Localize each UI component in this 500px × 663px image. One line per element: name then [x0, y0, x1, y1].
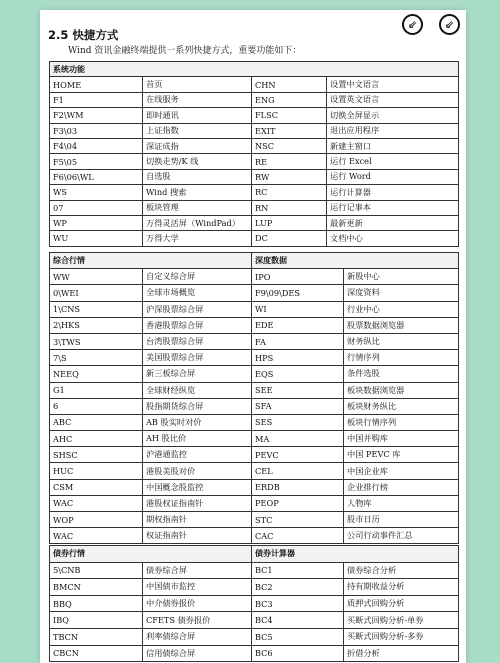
- function-name: 行业中心: [344, 301, 459, 317]
- function-name: 公司行动事件汇总: [344, 528, 459, 544]
- shortcut-code: 3\TWS: [50, 333, 143, 349]
- shortcut-code: HOME: [50, 77, 143, 92]
- shortcut-code: WAC: [50, 495, 143, 511]
- shortcut-code: IPO: [252, 269, 344, 285]
- function-name: 中国债市监控: [143, 579, 252, 596]
- shortcut-code: RW: [252, 169, 327, 184]
- table-row: [50, 431, 459, 447]
- table-row: [50, 382, 459, 398]
- section-intro: Wind 资讯金融终端提供一系列快捷方式，重要功能如下：: [68, 46, 302, 56]
- table-row: [50, 200, 459, 215]
- shortcut-code: WW: [50, 269, 143, 285]
- section-title: 2.5 快捷方式: [48, 28, 119, 42]
- function-name: 期权指南针: [143, 512, 252, 528]
- shortcut-code: STC: [252, 512, 344, 528]
- table-row: [50, 447, 459, 463]
- table-row: [50, 350, 459, 366]
- table-row: [50, 154, 459, 169]
- function-name: 切换全屏显示: [327, 108, 459, 123]
- function-name: 运行记事本: [327, 200, 459, 215]
- function-name: 买断式回购分析-单券: [344, 612, 459, 629]
- shortcut-code: ENG: [252, 92, 327, 107]
- shortcut-code: IBQ: [50, 612, 143, 629]
- table-row: [50, 479, 459, 495]
- shortcut-code: 6: [50, 398, 143, 414]
- function-name: 深度资料: [344, 285, 459, 301]
- shortcut-code: EQS: [252, 366, 344, 382]
- function-name: 退出应用程序: [327, 123, 459, 138]
- function-name: 美国股票综合屏: [143, 350, 252, 366]
- table-header-left: 综合行情: [50, 253, 252, 269]
- shortcut-code: CAC: [252, 528, 344, 544]
- shortcut-code: G1: [50, 382, 143, 398]
- shortcut-code: DC: [252, 231, 327, 246]
- function-name: 企业排行榜: [344, 479, 459, 495]
- function-name: 最新更新: [327, 215, 459, 230]
- function-name: AB 股实时对价: [143, 414, 252, 430]
- bond-table: [49, 545, 459, 662]
- function-name: 行情序列: [344, 350, 459, 366]
- shortcut-code: BC5: [252, 628, 344, 645]
- function-name: 质押式回购分析: [344, 595, 459, 612]
- function-name: 自选股: [143, 169, 252, 184]
- shortcut-code: WS: [50, 185, 143, 200]
- table-header: 系统功能: [50, 62, 459, 77]
- function-name: 债券综合分析: [344, 562, 459, 579]
- function-name: 全球财经纵览: [143, 382, 252, 398]
- shortcut-code: FA: [252, 333, 344, 349]
- shortcut-code: 07: [50, 200, 143, 215]
- shortcut-code: BC6: [252, 645, 344, 662]
- function-name: 上证指数: [143, 123, 252, 138]
- shortcut-code: EXIT: [252, 123, 327, 138]
- function-name: 切换走势/K 线: [143, 154, 252, 169]
- function-name: 板块管理: [143, 200, 252, 215]
- shortcut-code: F3\03: [50, 123, 143, 138]
- function-name: 沪港通监控: [143, 447, 252, 463]
- function-name: 条件选股: [344, 366, 459, 382]
- shortcut-code: RE: [252, 154, 327, 169]
- function-name: 人物库: [344, 495, 459, 511]
- shortcut-code: F5\05: [50, 154, 143, 169]
- table-row: [50, 185, 459, 200]
- shortcut-code: LUP: [252, 215, 327, 230]
- shortcut-code: RN: [252, 200, 327, 215]
- function-name: 台湾股票综合屏: [143, 333, 252, 349]
- shortcut-code: WP: [50, 215, 143, 230]
- function-name: 新建主窗口: [327, 138, 459, 153]
- table-row: [50, 612, 459, 629]
- table-row: [50, 231, 459, 246]
- page-nav: [402, 14, 460, 35]
- table-row: [50, 495, 459, 511]
- function-name: 即时通讯: [143, 108, 252, 123]
- function-name: 股市日历: [344, 512, 459, 528]
- table-row: [50, 595, 459, 612]
- table-row: [50, 333, 459, 349]
- function-name: Wind 搜索: [143, 185, 252, 200]
- table-header-left: 债券行情: [50, 546, 252, 563]
- function-name: 文档中心: [327, 231, 459, 246]
- function-name: 债券综合屏: [143, 562, 252, 579]
- table-row: [50, 579, 459, 596]
- shortcut-code: WOP: [50, 512, 143, 528]
- table-row: [50, 366, 459, 382]
- shortcut-code: NSC: [252, 138, 327, 153]
- function-name: 持有期收益分析: [344, 579, 459, 596]
- arrow-down-left-icon-2[interactable]: ⇙: [439, 14, 460, 35]
- function-name: 利率债综合屏: [143, 628, 252, 645]
- function-name: 在线服务: [143, 92, 252, 107]
- table-row: [50, 301, 459, 317]
- table-row: [50, 108, 459, 123]
- shortcut-code: CBCN: [50, 645, 143, 662]
- function-name: 信用债综合屏: [143, 645, 252, 662]
- shortcut-code: WI: [252, 301, 344, 317]
- function-name: 全球市场概览: [143, 285, 252, 301]
- shortcut-code: BC2: [252, 579, 344, 596]
- function-name: 深证成指: [143, 138, 252, 153]
- shortcut-code: WAC: [50, 528, 143, 544]
- table-row: [50, 317, 459, 333]
- shortcut-code: SHSC: [50, 447, 143, 463]
- shortcut-code: 1\CNS: [50, 301, 143, 317]
- shortcut-code: EDE: [252, 317, 344, 333]
- shortcut-code: PEOP: [252, 495, 344, 511]
- function-name: 港股美股对价: [143, 463, 252, 479]
- shortcut-code: CSM: [50, 479, 143, 495]
- shortcut-code: F1: [50, 92, 143, 107]
- shortcut-code: SEE: [252, 382, 344, 398]
- table-row: [50, 512, 459, 528]
- function-name: 板块数据浏览器: [344, 382, 459, 398]
- table-header-right: 债券计算器: [252, 546, 459, 563]
- shortcut-code: NEEQ: [50, 366, 143, 382]
- shortcut-code: SES: [252, 414, 344, 430]
- shortcut-code: ERDB: [252, 479, 344, 495]
- shortcut-code: 0\WEI: [50, 285, 143, 301]
- arrow-down-left-icon[interactable]: ⇙: [402, 14, 423, 35]
- shortcut-code: HUC: [50, 463, 143, 479]
- shortcut-code: TBCN: [50, 628, 143, 645]
- function-name: 香港股票综合屏: [143, 317, 252, 333]
- function-name: 运行 Excel: [327, 154, 459, 169]
- shortcut-code: SFA: [252, 398, 344, 414]
- function-name: 板块行情序列: [344, 414, 459, 430]
- function-name: 股票数据浏览器: [344, 317, 459, 333]
- shortcut-code: AHC: [50, 431, 143, 447]
- table-row: [50, 414, 459, 430]
- table-row: [50, 169, 459, 184]
- function-name: 新股中心: [344, 269, 459, 285]
- table-row: [50, 92, 459, 107]
- function-name: 自定义综合屏: [143, 269, 252, 285]
- shortcut-code: BC4: [252, 612, 344, 629]
- shortcut-code: 7\S: [50, 350, 143, 366]
- function-name: CFETS 债券报价: [143, 612, 252, 629]
- function-name: 买断式回购分析-多券: [344, 628, 459, 645]
- function-name: 中国 PEVC 库: [344, 447, 459, 463]
- shortcut-code: 5\CNB: [50, 562, 143, 579]
- shortcut-code: BC3: [252, 595, 344, 612]
- table-row: [50, 285, 459, 301]
- function-name: 中国企业库: [344, 463, 459, 479]
- function-name: 运行 Word: [327, 169, 459, 184]
- table-row: [50, 562, 459, 579]
- table-row: [50, 77, 459, 92]
- shortcut-code: F9\09\DES: [252, 285, 344, 301]
- function-name: 首页: [143, 77, 252, 92]
- shortcut-code: ABC: [50, 414, 143, 430]
- document-page: [40, 10, 466, 663]
- function-name: 运行计算器: [327, 185, 459, 200]
- function-name: 中国并购库: [344, 431, 459, 447]
- table-row: [50, 463, 459, 479]
- table-row: [50, 138, 459, 153]
- table-row: [50, 215, 459, 230]
- function-name: AH 股比价: [143, 431, 252, 447]
- shortcut-code: HPS: [252, 350, 344, 366]
- function-name: 股指期货综合屏: [143, 398, 252, 414]
- shortcut-code: PEVC: [252, 447, 344, 463]
- function-name: 中介债券报价: [143, 595, 252, 612]
- table-row: [50, 398, 459, 414]
- function-name: 沪深股票综合屏: [143, 301, 252, 317]
- system-functions-table: [49, 61, 459, 247]
- table-header-right: 深度数据: [252, 253, 459, 269]
- table-row: [50, 269, 459, 285]
- shortcut-code: WU: [50, 231, 143, 246]
- function-name: 权证指南针: [143, 528, 252, 544]
- shortcut-code: BBQ: [50, 595, 143, 612]
- market-depth-table: [49, 252, 459, 544]
- shortcut-code: BC1: [252, 562, 344, 579]
- table-row: [50, 123, 459, 138]
- shortcut-code: RC: [252, 185, 327, 200]
- shortcut-code: F4\04: [50, 138, 143, 153]
- shortcut-code: BMCN: [50, 579, 143, 596]
- shortcut-code: CHN: [252, 77, 327, 92]
- function-name: 板块财务纵比: [344, 398, 459, 414]
- shortcut-code: F6\06\WL: [50, 169, 143, 184]
- function-name: 港股权证指南针: [143, 495, 252, 511]
- shortcut-code: F2\WM: [50, 108, 143, 123]
- shortcut-code: MA: [252, 431, 344, 447]
- function-name: 中国概念股监控: [143, 479, 252, 495]
- shortcut-code: 2\HKS: [50, 317, 143, 333]
- function-name: 折借分析: [344, 645, 459, 662]
- function-name: 新三板综合屏: [143, 366, 252, 382]
- function-name: 财务纵比: [344, 333, 459, 349]
- table-row: [50, 645, 459, 662]
- function-name: 设置英文语言: [327, 92, 459, 107]
- table-row: [50, 528, 459, 544]
- function-name: 万得灵活屏（WindPad）: [143, 215, 252, 230]
- shortcut-code: CEL: [252, 463, 344, 479]
- table-row: [50, 628, 459, 645]
- function-name: 万得大学: [143, 231, 252, 246]
- shortcut-code: FLSC: [252, 108, 327, 123]
- function-name: 设置中文语言: [327, 77, 459, 92]
